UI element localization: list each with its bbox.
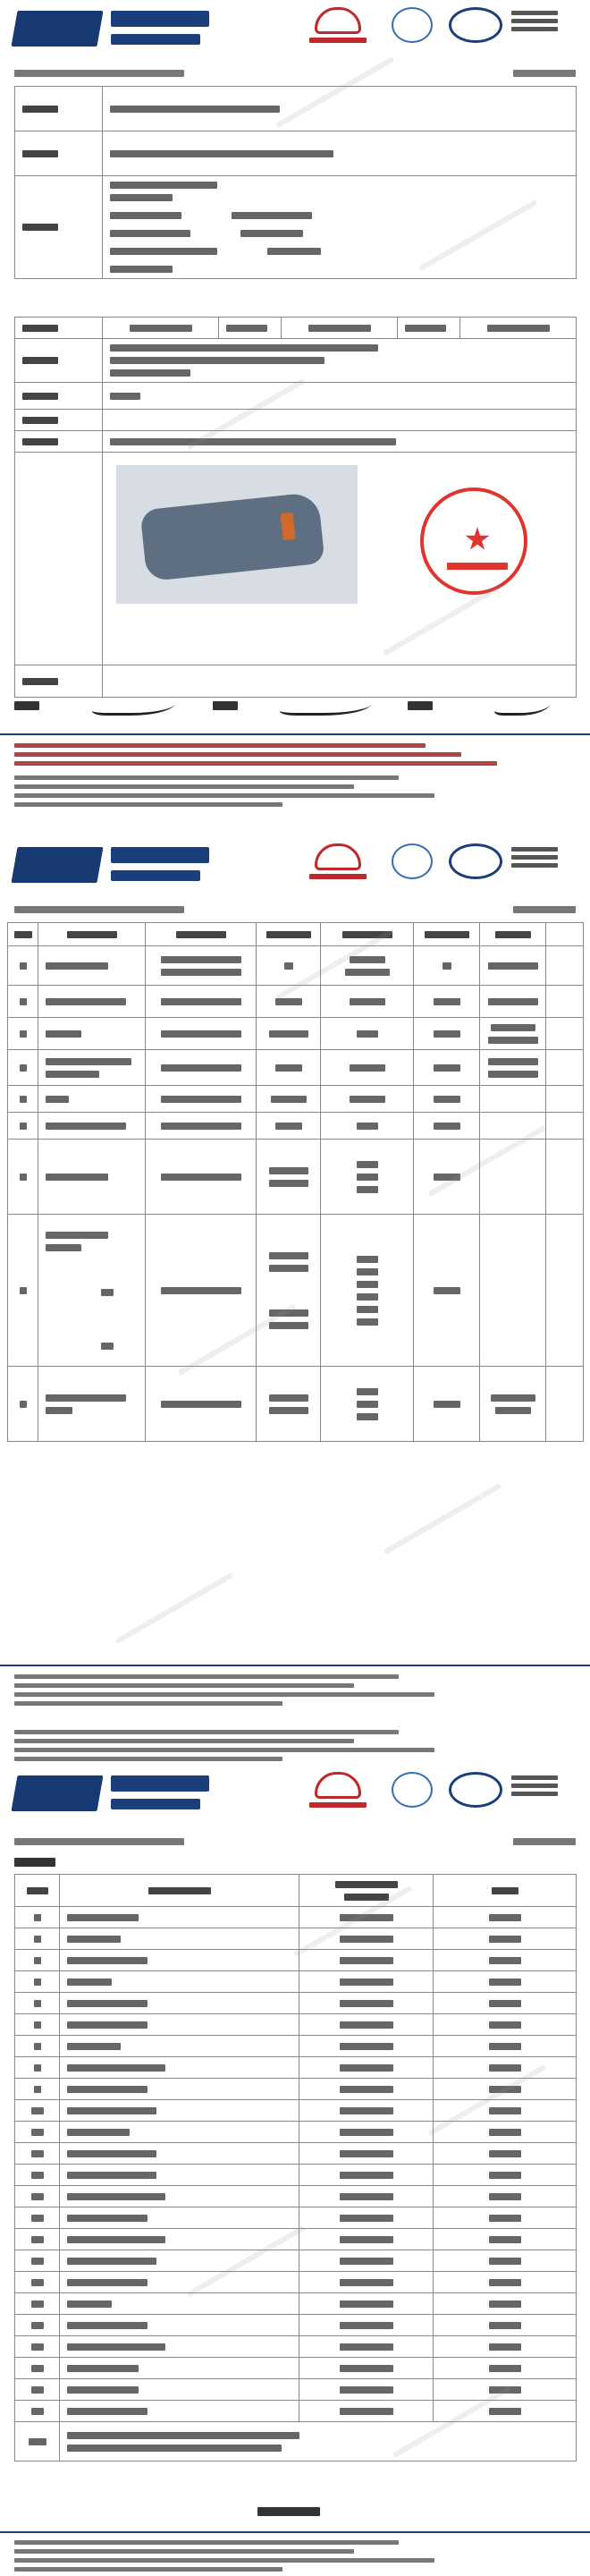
row-index xyxy=(15,2122,60,2143)
table-row xyxy=(15,2315,577,2336)
amine-name xyxy=(60,2079,299,2100)
field-label xyxy=(219,318,282,339)
result-value xyxy=(434,2272,577,2293)
result-value xyxy=(434,1907,577,1928)
brand-title-text xyxy=(111,1775,209,1792)
field-label xyxy=(15,410,103,431)
row-index xyxy=(15,2379,60,2401)
report-meta-line xyxy=(14,904,576,917)
row-index xyxy=(15,1950,60,1971)
cas-number xyxy=(299,1971,434,1993)
field-label xyxy=(15,339,103,383)
cas-number xyxy=(299,2100,434,2122)
table-row xyxy=(15,2293,577,2315)
accreditation-marks xyxy=(309,842,577,886)
result-value xyxy=(434,2036,577,2057)
report-page-1 xyxy=(0,0,590,814)
table-notes-row xyxy=(15,2422,577,2462)
report-notes xyxy=(14,739,576,770)
row-index xyxy=(15,2207,60,2229)
row-index xyxy=(15,2165,60,2186)
table-row xyxy=(8,1367,584,1442)
brand-block xyxy=(14,842,211,886)
row-index xyxy=(15,2315,60,2336)
cas-number xyxy=(299,2250,434,2272)
table-row xyxy=(15,2250,577,2272)
amine-name xyxy=(60,1950,299,1971)
result-value xyxy=(434,2143,577,2165)
table-row xyxy=(15,1928,577,1950)
amine-name xyxy=(60,2100,299,2122)
sample-photo xyxy=(116,465,358,604)
table-row xyxy=(15,2186,577,2207)
editor-label xyxy=(408,701,433,710)
row-index xyxy=(15,2079,60,2100)
accreditation-marks xyxy=(309,5,577,50)
brand-subtitle-text xyxy=(111,1799,200,1809)
table-row xyxy=(15,2100,577,2122)
row-index xyxy=(15,1928,60,1950)
field-value xyxy=(103,318,219,339)
cas-number xyxy=(299,2379,434,2401)
amine-name xyxy=(60,2401,299,2422)
field-label xyxy=(15,131,103,176)
amine-name xyxy=(60,1928,299,1950)
result-value xyxy=(434,2293,577,2315)
cas-number xyxy=(299,2143,434,2165)
cas-number xyxy=(299,2336,434,2358)
sample-garment-image xyxy=(139,492,324,581)
table-row xyxy=(15,2122,577,2143)
signature-row xyxy=(14,689,576,724)
result-value xyxy=(434,2336,577,2358)
field-label xyxy=(15,431,103,453)
cma-mark-icon xyxy=(309,5,367,41)
approver-label xyxy=(14,701,39,710)
brand-subtitle-text xyxy=(111,34,200,45)
field-value xyxy=(103,431,577,453)
result-value xyxy=(434,1993,577,2014)
amine-name xyxy=(60,2143,299,2165)
field-label xyxy=(15,453,103,665)
table-row xyxy=(8,1113,584,1140)
amine-name xyxy=(60,2358,299,2379)
cas-number xyxy=(299,2229,434,2250)
table-row xyxy=(15,2207,577,2229)
result-value xyxy=(434,2358,577,2379)
row-index xyxy=(15,2293,60,2315)
ilac-mra-mark-icon xyxy=(392,7,433,43)
result-value xyxy=(434,2315,577,2336)
cnas-mark-icon xyxy=(449,7,502,43)
result-value xyxy=(434,1971,577,1993)
cas-number xyxy=(299,2401,434,2422)
report-meta-line xyxy=(14,1836,576,1849)
result-value xyxy=(434,1928,577,1950)
report-page-3 xyxy=(0,1722,590,2576)
inspection-seal-stamp xyxy=(420,487,527,595)
amine-name xyxy=(60,2186,299,2207)
report-number xyxy=(14,70,184,77)
cnas-caption xyxy=(511,1775,565,1802)
field-label xyxy=(15,176,103,279)
aromatic-amines-table xyxy=(14,1874,577,2462)
brand-title-text xyxy=(111,11,209,27)
table-row xyxy=(15,2336,577,2358)
table-row xyxy=(15,2057,577,2079)
result-value xyxy=(434,2014,577,2036)
field-value xyxy=(103,131,577,176)
row-index xyxy=(15,2143,60,2165)
row-index xyxy=(15,1907,60,1928)
approver-signature xyxy=(90,692,179,716)
table-row xyxy=(15,2165,577,2186)
table-row xyxy=(8,1086,584,1113)
amine-name xyxy=(60,2336,299,2358)
brand-block xyxy=(14,5,211,50)
cnas-caption xyxy=(511,11,565,38)
field-value xyxy=(103,383,577,410)
row-index xyxy=(15,2229,60,2250)
amine-name xyxy=(60,2272,299,2293)
amine-name xyxy=(60,2057,299,2079)
cas-number xyxy=(299,2186,434,2207)
result-value xyxy=(434,2122,577,2143)
watermark xyxy=(384,1483,502,1555)
row-index xyxy=(15,2250,60,2272)
result-value xyxy=(434,2250,577,2272)
page-count xyxy=(513,1838,576,1845)
lab-top-caption xyxy=(14,1725,576,1766)
report-header xyxy=(0,0,590,63)
amine-name xyxy=(60,2315,299,2336)
amine-name xyxy=(60,2207,299,2229)
table-row xyxy=(15,2143,577,2165)
lab-footer xyxy=(14,2536,576,2576)
brand-block xyxy=(14,1770,211,1815)
page-count xyxy=(513,70,576,77)
lab-footer xyxy=(14,1670,576,1710)
cas-number xyxy=(299,2358,434,2379)
footer-rule xyxy=(0,733,590,735)
cnas-caption xyxy=(511,847,565,874)
field-value xyxy=(282,318,398,339)
cas-number xyxy=(299,2293,434,2315)
result-value xyxy=(434,2207,577,2229)
zstt-logo xyxy=(11,847,103,883)
cma-mark-icon xyxy=(309,842,367,877)
zstt-logo xyxy=(11,1775,103,1811)
cas-number xyxy=(299,2122,434,2143)
cas-number xyxy=(299,2272,434,2293)
row-index xyxy=(15,1971,60,1993)
row-index xyxy=(15,2057,60,2079)
field-value xyxy=(103,87,577,131)
amine-name xyxy=(60,1993,299,2014)
amine-name xyxy=(60,2379,299,2401)
row-index xyxy=(15,2401,60,2422)
report-number xyxy=(14,1838,184,1845)
amine-name xyxy=(60,2122,299,2143)
table-row xyxy=(15,2358,577,2379)
row-index xyxy=(15,2036,60,2057)
sample-details xyxy=(103,176,577,279)
row-index xyxy=(15,2272,60,2293)
end-of-report-mark xyxy=(257,2507,320,2516)
table-row xyxy=(8,1018,584,1050)
cas-number xyxy=(299,1993,434,2014)
amine-name xyxy=(60,2014,299,2036)
table-row xyxy=(15,1971,577,1993)
footer-rule xyxy=(0,2531,590,2533)
lab-footer xyxy=(14,771,576,811)
report-header xyxy=(0,836,590,899)
ilac-mra-mark-icon xyxy=(392,1772,433,1808)
cas-number xyxy=(299,2315,434,2336)
reviewer-label xyxy=(213,701,238,710)
row-index xyxy=(15,2336,60,2358)
report-number xyxy=(14,906,184,913)
footer-rule xyxy=(0,1665,590,1666)
table-row xyxy=(8,1215,584,1367)
table-header-row xyxy=(8,923,584,946)
result-value xyxy=(434,2229,577,2250)
field-label xyxy=(15,318,103,339)
table-row xyxy=(8,946,584,986)
amine-name xyxy=(60,2036,299,2057)
report-page-2 xyxy=(0,836,590,1713)
zstt-logo xyxy=(11,11,103,47)
amine-name xyxy=(60,1971,299,1993)
result-value xyxy=(434,2165,577,2186)
table-row xyxy=(15,2036,577,2057)
result-value xyxy=(434,2057,577,2079)
ilac-mra-mark-icon xyxy=(392,843,433,879)
accreditation-marks xyxy=(309,1770,577,1815)
cas-number xyxy=(299,2057,434,2079)
row-index xyxy=(15,2100,60,2122)
result-value xyxy=(434,2186,577,2207)
page-count xyxy=(513,906,576,913)
result-value xyxy=(434,1950,577,1971)
cas-number xyxy=(299,2036,434,2057)
table-row xyxy=(8,1050,584,1086)
attachment-label xyxy=(14,1858,55,1867)
standards-basis xyxy=(103,339,577,383)
field-label xyxy=(398,318,460,339)
cnas-mark-icon xyxy=(449,1772,502,1808)
table-header-row xyxy=(15,1875,577,1907)
cnas-mark-icon xyxy=(449,843,502,879)
amine-name xyxy=(60,1907,299,1928)
watermark xyxy=(115,1572,234,1644)
field-label xyxy=(15,87,103,131)
table-row xyxy=(15,1993,577,2014)
row-index xyxy=(15,2186,60,2207)
row-index xyxy=(15,1993,60,2014)
row-index xyxy=(15,2014,60,2036)
amine-name xyxy=(60,2293,299,2315)
cas-number xyxy=(299,2079,434,2100)
amine-name xyxy=(60,2165,299,2186)
cas-number xyxy=(299,1950,434,1971)
table-row xyxy=(15,1907,577,1928)
field-value xyxy=(103,410,577,431)
table-row xyxy=(15,2014,577,2036)
table-row xyxy=(15,2401,577,2422)
table-row xyxy=(8,1140,584,1215)
table-row xyxy=(15,2272,577,2293)
inspection-type-table xyxy=(14,317,577,339)
cma-mark-icon xyxy=(309,1770,367,1806)
brand-subtitle-text xyxy=(111,870,200,881)
field-label xyxy=(15,383,103,410)
cas-number xyxy=(299,2165,434,2186)
editor-signature xyxy=(493,692,554,716)
field-value xyxy=(460,318,577,339)
report-meta-line xyxy=(14,68,576,80)
cas-number xyxy=(299,2207,434,2229)
brand-title-text xyxy=(111,847,209,863)
cas-number xyxy=(299,2014,434,2036)
test-results-table xyxy=(7,922,584,1442)
reviewer-signature xyxy=(278,692,375,716)
report-header xyxy=(0,1765,590,1827)
row-index xyxy=(15,2358,60,2379)
